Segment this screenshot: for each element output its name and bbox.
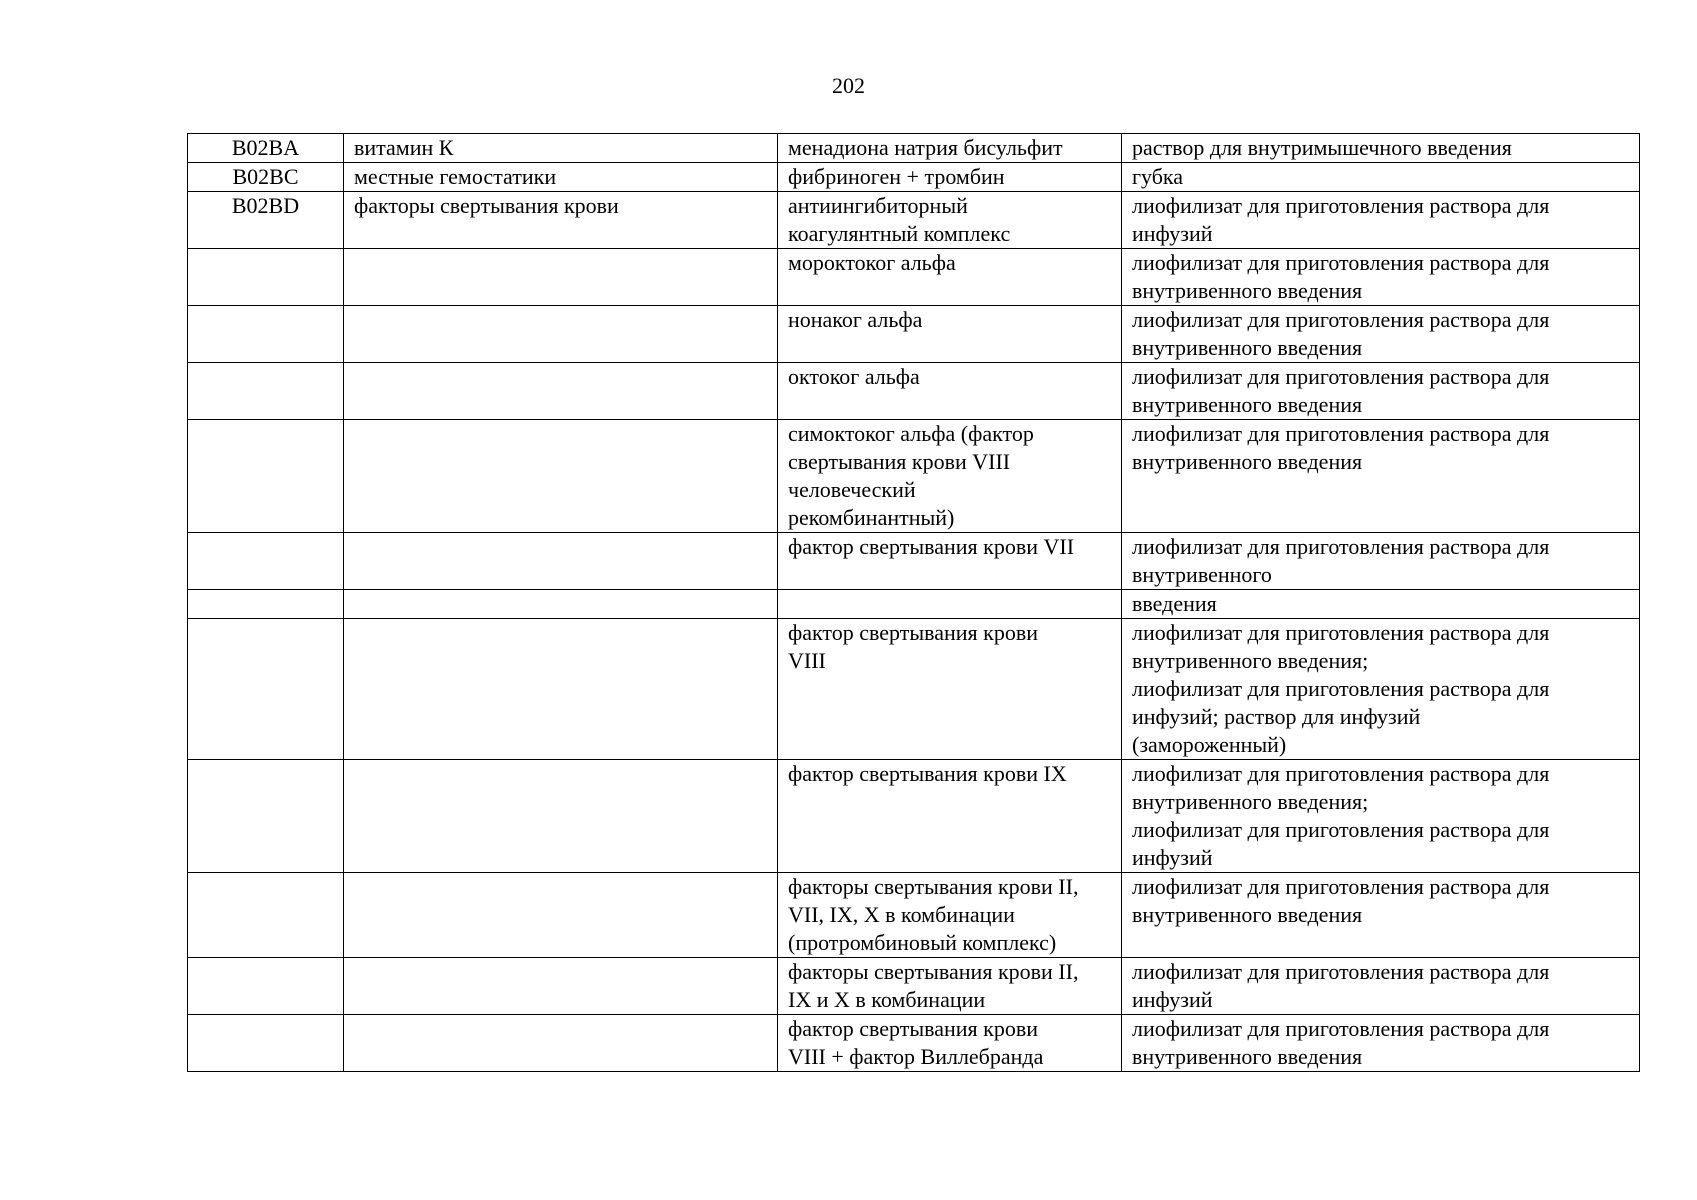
dosage-form-cell: лиофилизат для приготовления раствора для внутривенного введения; лиофилизат для приготовления раствора для инфузий; раствор для инфузий (замороженный)	[1122, 619, 1640, 760]
table-row	[188, 873, 1640, 958]
drug-name-cell: нонаког альфа	[778, 306, 1122, 363]
drug-name-cell: мороктоког альфа	[778, 249, 1122, 306]
drug-name-cell: фактор свертывания крови IX	[778, 760, 1122, 873]
table-row	[188, 760, 1640, 873]
anatomical-group-cell	[344, 306, 778, 363]
atc-code-cell	[188, 958, 344, 1015]
drug-name-cell: фактор свертывания крови VIII + фактор Виллебранда	[778, 1015, 1122, 1072]
table-row	[188, 363, 1640, 420]
dosage-form-cell: введения	[1122, 590, 1640, 619]
atc-code-cell: B02BC	[188, 163, 344, 192]
anatomical-group-cell: витамин К	[344, 134, 778, 163]
anatomical-group-cell: факторы свертывания крови	[344, 192, 778, 249]
anatomical-group-cell	[344, 958, 778, 1015]
table-row	[188, 590, 1640, 619]
atc-code-cell	[188, 306, 344, 363]
anatomical-group-cell	[344, 249, 778, 306]
drug-name-cell: факторы свертывания крови II, IX и X в комбинации	[778, 958, 1122, 1015]
drug-name-cell: октоког альфа	[778, 363, 1122, 420]
table-row	[188, 134, 1640, 163]
anatomical-group-cell	[344, 590, 778, 619]
atc-code-cell: B02BD	[188, 192, 344, 249]
atc-code-cell: B02BA	[188, 134, 344, 163]
table-row	[188, 192, 1640, 249]
atc-code-cell	[188, 760, 344, 873]
page-number: 202	[832, 73, 865, 98]
anatomical-group-cell	[344, 533, 778, 590]
atc-code-cell	[188, 619, 344, 760]
atc-code-cell	[188, 1015, 344, 1072]
table-row	[188, 249, 1640, 306]
anatomical-group-cell	[344, 363, 778, 420]
atc-code-cell	[188, 363, 344, 420]
drug-name-cell: фактор свертывания крови VIII	[778, 619, 1122, 760]
anatomical-group-cell	[344, 619, 778, 760]
drug-name-cell: фактор свертывания крови VII	[778, 533, 1122, 590]
table-row	[188, 306, 1640, 363]
drug-name-cell	[778, 590, 1122, 619]
drug-name-cell: факторы свертывания крови II, VII, IX, X в комбинации (протромбиновый комплекс)	[778, 873, 1122, 958]
dosage-form-cell: лиофилизат для приготовления раствора для внутривенного введения	[1122, 1015, 1640, 1072]
dosage-form-cell: губка	[1122, 163, 1640, 192]
anatomical-group-cell	[344, 1015, 778, 1072]
dosage-form-cell: лиофилизат для приготовления раствора для внутривенного введения; лиофилизат для приготовления раствора для инфузий	[1122, 760, 1640, 873]
dosage-form-cell: лиофилизат для приготовления раствора для внутривенного введения	[1122, 306, 1640, 363]
atc-code-cell	[188, 420, 344, 533]
drug-table	[187, 133, 1640, 1072]
atc-code-cell	[188, 533, 344, 590]
anatomical-group-cell	[344, 420, 778, 533]
table-row	[188, 533, 1640, 590]
drug-name-cell: фибриноген + тромбин	[778, 163, 1122, 192]
table-row	[188, 420, 1640, 533]
table-row	[188, 958, 1640, 1015]
anatomical-group-cell: местные гемостатики	[344, 163, 778, 192]
anatomical-group-cell	[344, 760, 778, 873]
anatomical-group-cell	[344, 873, 778, 958]
dosage-form-cell: лиофилизат для приготовления раствора для внутривенного введения	[1122, 249, 1640, 306]
drug-name-cell: менадиона натрия бисульфит	[778, 134, 1122, 163]
table-row	[188, 619, 1640, 760]
drug-name-cell: антиингибиторный коагулянтный комплекс	[778, 192, 1122, 249]
drug-name-cell: симоктоког альфа (фактор свертывания крови VIII человеческий рекомбинантный)	[778, 420, 1122, 533]
table-row	[188, 163, 1640, 192]
drug-table-body	[188, 134, 1640, 1072]
atc-code-cell	[188, 873, 344, 958]
atc-code-cell	[188, 590, 344, 619]
dosage-form-cell: лиофилизат для приготовления раствора для инфузий	[1122, 958, 1640, 1015]
dosage-form-cell: лиофилизат для приготовления раствора для внутривенного введения	[1122, 420, 1640, 533]
dosage-form-cell: лиофилизат для приготовления раствора для внутривенного введения	[1122, 873, 1640, 958]
atc-code-cell	[188, 249, 344, 306]
dosage-form-cell: раствор для внутримышечного введения	[1122, 134, 1640, 163]
dosage-form-cell: лиофилизат для приготовления раствора для инфузий	[1122, 192, 1640, 249]
dosage-form-cell: лиофилизат для приготовления раствора для внутривенного	[1122, 533, 1640, 590]
dosage-form-cell: лиофилизат для приготовления раствора для внутривенного введения	[1122, 363, 1640, 420]
table-row	[188, 1015, 1640, 1072]
